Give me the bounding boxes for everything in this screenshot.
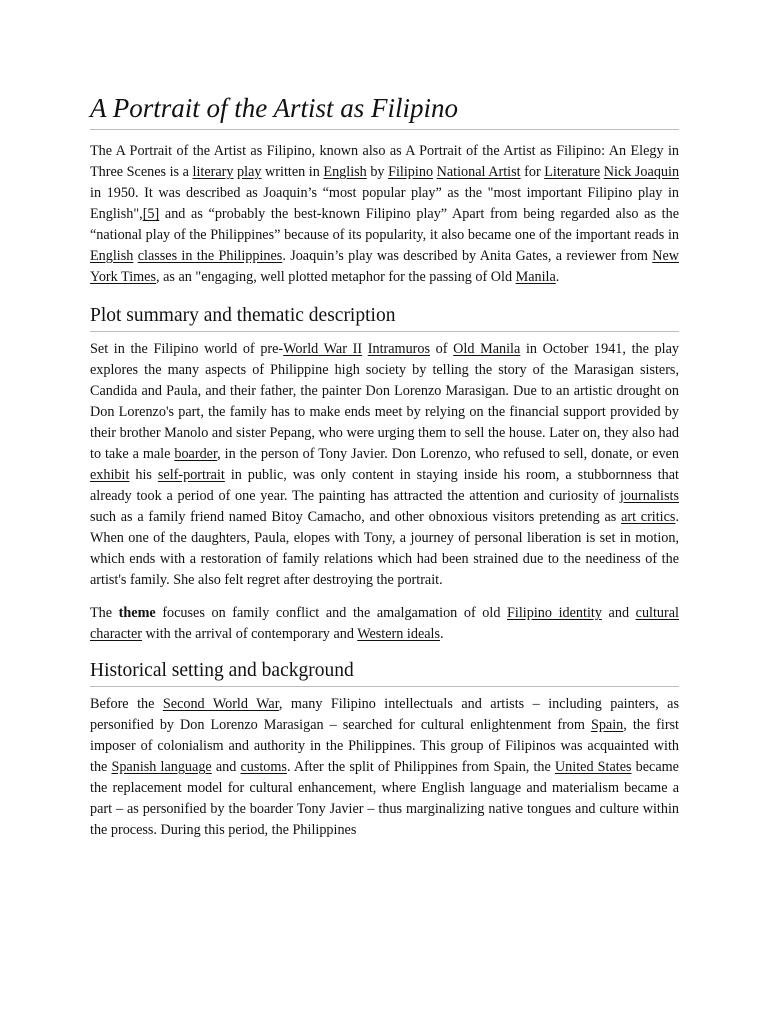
text: Before the (90, 696, 163, 712)
theme-paragraph (90, 603, 679, 645)
text: , in the person of Tony Javier. Don Lorenzo, who refused to sell, donate, or even (217, 446, 679, 462)
text: by (366, 164, 389, 180)
link-play[interactable]: play (237, 164, 262, 180)
plot-paragraph (90, 339, 679, 591)
page-title: A Portrait of the Artist as Filipino (90, 88, 679, 130)
link-filipino-identity[interactable]: Filipino identity (507, 605, 602, 621)
text: Set in the Filipino world of pre- (90, 341, 284, 357)
link-intramuros[interactable]: Intramuros (367, 341, 431, 357)
text: of (430, 341, 454, 357)
text: . (555, 269, 560, 285)
link-exhibit[interactable]: exhibit (90, 467, 130, 483)
link-literature[interactable]: Literature (544, 164, 601, 180)
text: . After the split of Philippines from Spain, the (286, 759, 555, 775)
link-classes-in-the-philippines[interactable]: classes in the Philippines (137, 248, 283, 264)
link-english-2[interactable]: English (90, 248, 134, 264)
link-customs[interactable]: customs (240, 759, 287, 775)
text: with the arrival of contemporary and (141, 626, 358, 642)
text: in October 1941, the play explores the many aspects of Philippine high society by telling the story of the Marasigan sisters, Candida and Paula, and their father, the painter Don Lorenzo Marasigan. Due to an artistic drought on Don Lorenzo's part, the family has to make ends meet by relying on the financial support provided by their brother Manolo and sister Pepang, who were urging them to sell the house. Later on, they also had to take a male (90, 341, 680, 462)
text: The (90, 605, 119, 621)
link-western-ideals[interactable]: Western ideals (357, 626, 441, 642)
theme-term: theme (118, 605, 156, 621)
link-old-manila[interactable]: Old Manila (453, 341, 521, 357)
link-nick-joaquin[interactable]: Nick Joaquin (603, 164, 680, 180)
text: became the replacement model for cultural enhancement, where English language and materialism became a part – as personified by the boarder Tony Javier – thus marginalizing native tongues and culture within the process. During this period, the Philippines (90, 759, 679, 838)
link-reference-5[interactable]: [5] (142, 206, 160, 222)
link-new-york-times[interactable]: New York Times (90, 248, 680, 285)
link-english[interactable]: English (323, 164, 367, 180)
text: such as a family friend named Bitoy Camacho, and other obnoxious visitors pretending as (90, 509, 622, 525)
text: in public, was only content in staying inside his room, a stubbornness that already took a period of one year. The painting has attracted the attention and curiosity of (90, 467, 680, 504)
link-journalists[interactable]: journalists (619, 488, 679, 504)
text: written in (261, 164, 324, 180)
text: his (129, 467, 158, 483)
link-national-artist[interactable]: National Artist (436, 164, 521, 180)
link-spain[interactable]: Spain (590, 717, 624, 733)
text: and (601, 605, 636, 621)
text: and as “probably the best-known Filipino play” Apart from being regarded also as the “national play of the Philippines” because of its popularity, it also became one of the important reads in (90, 206, 679, 243)
intro-paragraph (90, 141, 679, 288)
article (90, 88, 679, 841)
text: for (520, 164, 545, 180)
link-spanish-language[interactable]: Spanish language (111, 759, 212, 775)
history-paragraph (90, 694, 679, 841)
text: , many Filipino intellectuals and artists – including painters, as personified by Don Lorenzo Marasigan – searched for cultural enlightenment from (90, 696, 679, 733)
link-filipino[interactable]: Filipino (388, 164, 434, 180)
text: focuses on family conflict and the amalgamation of old (155, 605, 508, 621)
text: in 1950. It was described as Joaquin’s “most popular play” as the "most important Filipino play in English", (90, 185, 679, 222)
link-boarder[interactable]: boarder (174, 446, 218, 462)
link-world-war-ii[interactable]: World War II (283, 341, 363, 357)
link-manila[interactable]: Manila (515, 269, 556, 285)
link-art-critics[interactable]: art critics (621, 509, 676, 525)
text: . When one of the daughters, Paula, elopes with Tony, a journey of personal liberation is set in motion, which ends with a restoration of family relations which had been strained due to the neediness of the artist's family. She also felt regret after destroying the portrait. (90, 509, 679, 588)
text: The A Portrait of the Artist as Filipino, known also as A Portrait of the Artist as Filipino: An Elegy in Three Scenes is a (90, 143, 679, 180)
link-literary[interactable]: literary (192, 164, 234, 180)
link-second-world-war[interactable]: Second World War (162, 696, 279, 712)
link-united-states[interactable]: United States (554, 759, 632, 775)
text: , as an "engaging, well plotted metaphor for the passing of Old (156, 269, 516, 285)
text: , the first imposer of colonialism and authority in the Philippines. This group of Filipinos was acquainted with the (90, 717, 680, 775)
text: and (211, 759, 241, 775)
text: . Joaquin’s play was described by Anita Gates, a reviewer from (282, 248, 653, 264)
link-self-portrait[interactable]: self-portrait (157, 467, 225, 483)
link-cultural-character[interactable]: cultural character (90, 605, 679, 642)
text: . (440, 626, 444, 642)
section-heading-historical-setting: Historical setting and background (90, 658, 679, 687)
section-heading-plot-summary: Plot summary and thematic description (90, 303, 679, 332)
